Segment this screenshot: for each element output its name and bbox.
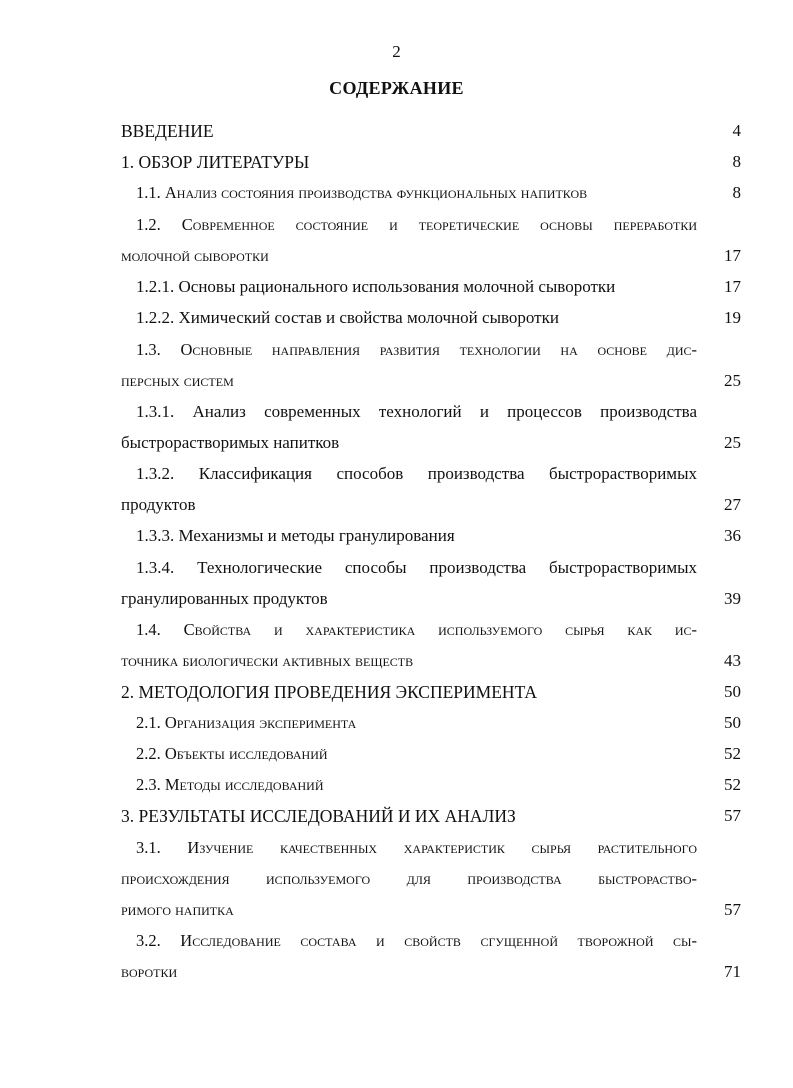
- toc-title: 1.2.1. Основы рационального использования молочной сыворотки: [136, 277, 616, 296]
- toc-page: 50: [724, 713, 741, 732]
- toc-title: 1. ОБЗОР ЛИТЕРАТУРЫ: [121, 152, 310, 172]
- toc-title-line2: воротки: [121, 962, 178, 981]
- toc-title-line1: 1.4. Свойства и характеристика используемого сырья как ис-: [136, 620, 697, 639]
- toc-title-line1: 1.3.1. Анализ современных технологий и процессов производства: [136, 402, 697, 421]
- toc-title-line2: продуктов: [121, 495, 196, 514]
- toc-page: 57: [724, 900, 741, 919]
- toc-title: 2. МЕТОДОЛОГИЯ ПРОВЕДЕНИЯ ЭКСПЕРИМЕНТА: [121, 682, 538, 702]
- toc-title: 1.3.3. Механизмы и методы гранулирования: [136, 526, 455, 545]
- toc-title-line1: 1.3.4. Технологические способы производства быстрорастворимых: [136, 558, 697, 577]
- toc-page: 17: [724, 246, 741, 265]
- toc-title-line1: 1.2. Современное состояние и теоретические основы переработки: [136, 215, 697, 234]
- toc-title-line2: происхождения используемого для производства быстрораство-: [121, 869, 697, 888]
- toc-page: 43: [724, 651, 741, 670]
- toc-title: 3. РЕЗУЛЬТАТЫ ИССЛЕДОВАНИЙ И ИХ АНАЛИЗ: [121, 806, 516, 826]
- page-title: СОДЕРЖАНИЕ: [329, 78, 464, 98]
- toc-page: 27: [724, 495, 741, 514]
- toc-page: 39: [724, 589, 741, 608]
- toc-page: 25: [724, 433, 741, 452]
- page-number: 2: [392, 42, 401, 61]
- toc-title: ВВЕДЕНИЕ: [121, 121, 214, 141]
- toc-title: 2.1. Организация эксперимента: [136, 713, 357, 732]
- toc-page: 71: [724, 962, 741, 981]
- toc-title-line2: точника биологически активных веществ: [121, 651, 414, 670]
- toc-title-line2: персных систем: [121, 371, 234, 390]
- toc-page: 52: [724, 744, 741, 763]
- toc-page: 36: [724, 526, 741, 545]
- toc-title-line1: 1.3. Основные направления развития технологии на основе дис-: [136, 340, 697, 359]
- toc-page: 4: [732, 121, 741, 140]
- toc-title: 1.2.2. Химический состав и свойства молочной сыворотки: [136, 308, 559, 327]
- toc-title-line2: быстрорастворимых напитков: [121, 433, 340, 452]
- toc-page: 52: [724, 775, 741, 794]
- toc-page: 8: [732, 183, 741, 202]
- toc-page: 17: [724, 277, 741, 296]
- toc-title-line2: гранулированных продуктов: [121, 589, 328, 608]
- toc-title: 1.1. Анализ состояния производства функциональных напитков: [136, 183, 588, 202]
- toc-page: 8: [732, 152, 741, 171]
- toc-page: 25: [724, 371, 741, 390]
- toc-title: 2.3. Методы исследований: [136, 775, 324, 794]
- toc-title-line1: 1.3.2. Классификация способов производства быстрорастворимых: [136, 464, 697, 483]
- toc-page: 57: [724, 806, 741, 825]
- toc-title: 2.2. Объекты исследований: [136, 744, 328, 763]
- toc-page: 50: [724, 682, 741, 701]
- toc-title-line2: молочной сыворотки: [121, 246, 269, 265]
- toc-page: 19: [724, 308, 741, 327]
- toc-title-line1: 3.2. Исследование состава и свойств сгущенной творожной сы-: [136, 931, 697, 950]
- toc-title-line3: римого напитка: [121, 900, 234, 919]
- toc-title-line1: 3.1. Изучение качественных характеристик сырья растительного: [136, 838, 697, 857]
